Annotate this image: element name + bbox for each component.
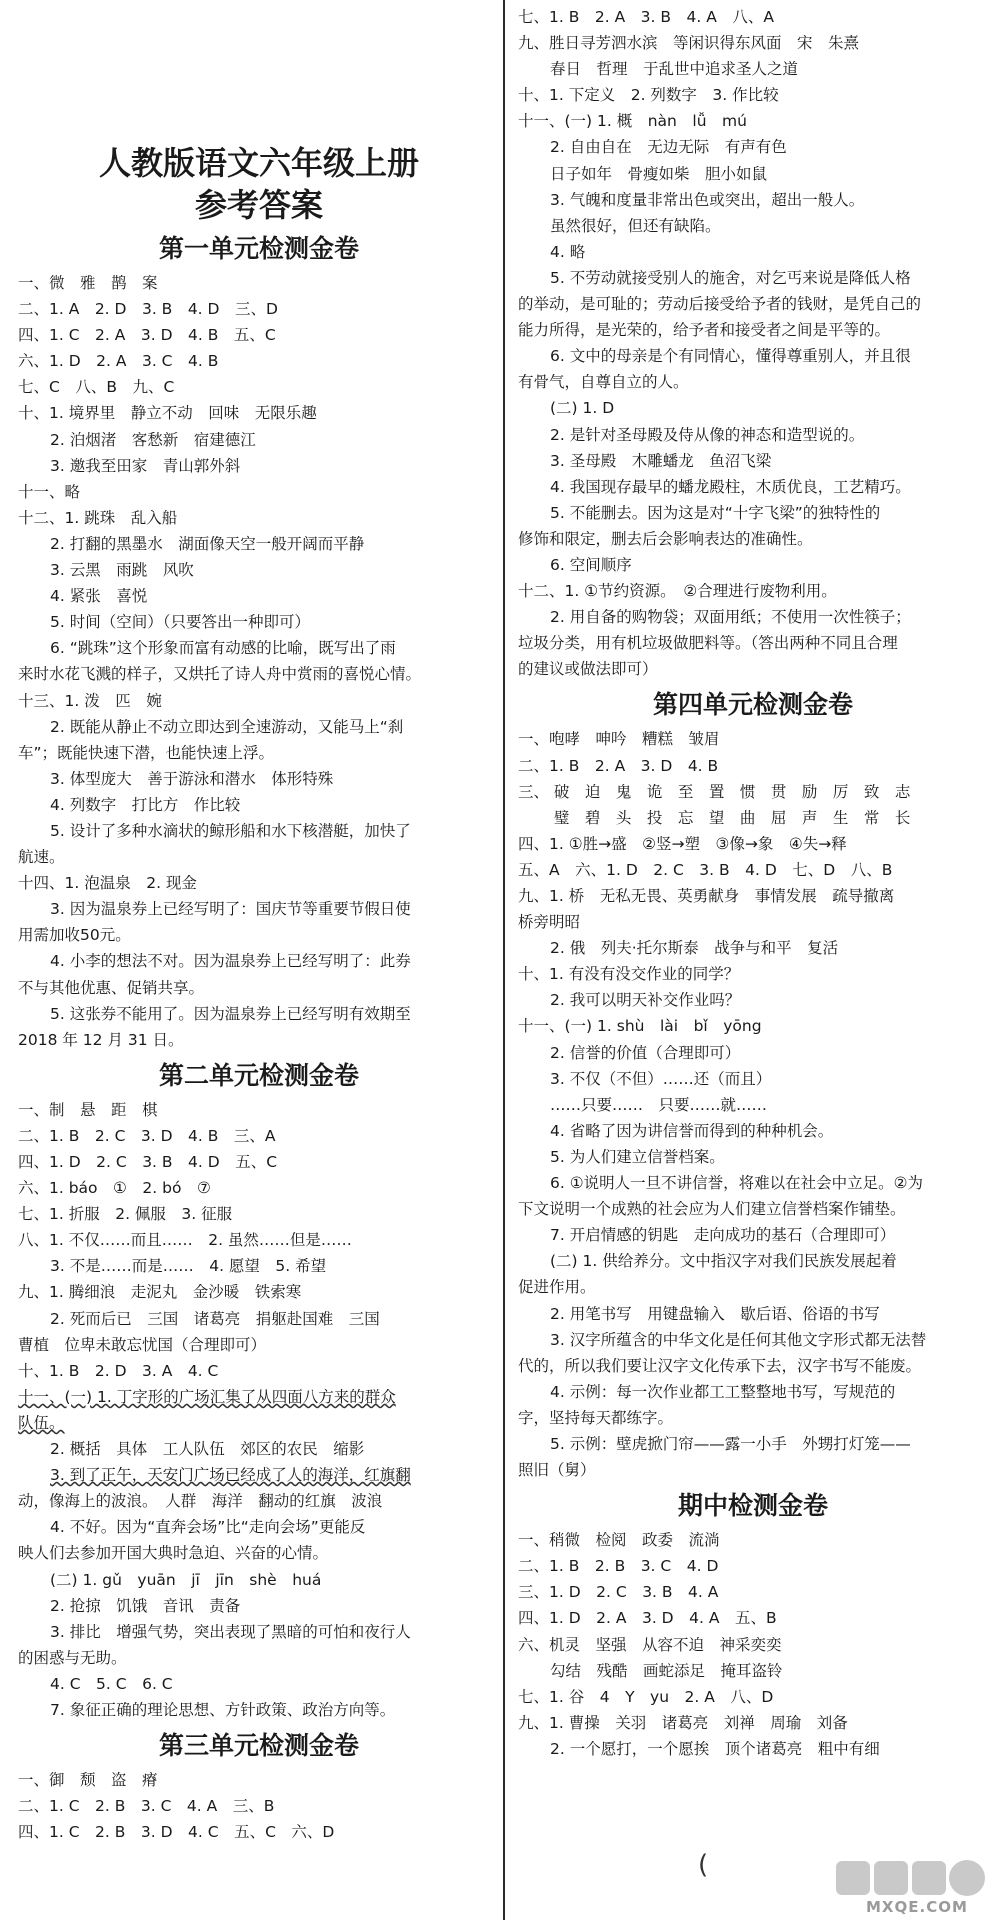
answer-line: 春日 哲理 于乱世中追求圣人之道 [550, 60, 799, 79]
answer-line: 促进作用。 [518, 1278, 596, 1297]
answer-line: 一、微 雅 鹊 案 [18, 274, 158, 292]
answer-line: 六、机灵 坚强 从容不迫 神采奕奕 [518, 1635, 782, 1654]
answer-line: 一、制 悬 距 棋 [18, 1100, 158, 1119]
answer-line: 十一、略 [18, 482, 81, 501]
answer-line: 4. C 5. C 6. C [50, 1674, 173, 1693]
answer-line: 十一、(一) 1. 丁字形的广场汇集了从四面八方来的群众 [18, 1387, 396, 1406]
answer-line: 十、1. 下定义 2. 列数字 3. 作比较 [518, 86, 779, 105]
answer-line: 九、1. 桥 无私无畏、英勇献身 事情发展 疏导撤离 [518, 887, 895, 905]
answer-line: 7. 开启情感的钥匙 走向成功的基石（合理即可） [550, 1226, 896, 1245]
answer-line: 九、胜日寻芳泗水滨 等闲识得东风面 宋 朱熹 [518, 34, 860, 53]
answer-line: 4. 不好。因为“直奔会场”比“走向会场”更能反 [50, 1518, 366, 1537]
answer-line: 一、稍微 检阅 政委 流淌 [518, 1531, 720, 1550]
answer-line: 3. 到了正午，天安门广场已经成了人的海洋，红旗翻 [50, 1466, 411, 1485]
answer-line: 2. 用笔书写 用键盘输入 歇后语、俗语的书写 [550, 1304, 880, 1323]
answer-line: 十、1. 境界里 静立不动 回味 无限乐趣 [18, 404, 317, 423]
answer-line: 六、1. báo ① 2. bó ⑦ [18, 1179, 211, 1198]
answer-line: 璧 碧 头 投 忘 望 曲 屈 声 生 常 长 [518, 808, 911, 827]
answer-line: 2018 年 12 月 31 日。 [18, 1030, 184, 1049]
answer-line: (二) 1. D [550, 399, 615, 418]
answer-line: 2. 死而后已 三国 诸葛亮 捐躯赴国难 三国 [50, 1309, 380, 1328]
answer-line: 四、1. D 2. C 3. B 4. D 五、C [18, 1153, 278, 1171]
document-title: 人教版语文六年级上册 [98, 144, 419, 182]
answer-line: 垃圾分类，用有机垃圾做肥料等。（答出两种不同且合理 [518, 634, 898, 653]
answer-line: 字，坚持每天都练字。 [518, 1408, 674, 1427]
section-heading: 第四单元检测金卷 [652, 690, 853, 720]
answer-line: 4. 列数字 打比方 作比较 [50, 795, 241, 814]
section-heading: 第二单元检测金卷 [158, 1060, 359, 1090]
answer-line: 七、1. B 2. A 3. B 4. A 八、A [518, 8, 774, 26]
answer-line: 照旧（舅） [518, 1461, 596, 1480]
document-subtitle: 参考答案 [194, 186, 323, 224]
answer-line: 十二、1. ①节约资源。 ②合理进行废物利用。 [518, 582, 837, 601]
answer-line: 二、1. B 2. A 3. D 4. B [518, 756, 719, 775]
answer-line: 2. 信誉的价值（合理即可） [550, 1043, 741, 1062]
answer-line: 车”；既能快速下潜，也能快速上浮。 [18, 743, 275, 762]
answer-line: 5. 不能删去。因为这是对“十字飞梁”的独特性的 [550, 503, 881, 522]
watermark-text: MXQE.COM [866, 1898, 968, 1916]
section-heading: 第三单元检测金卷 [158, 1731, 359, 1761]
answer-line: 十一、(一) 1. 概 nàn lǚ mú [518, 112, 747, 131]
answer-line: 六、1. D 2. A 3. C 4. B [18, 352, 219, 371]
answer-line: 四、1. C 2. A 3. D 4. B 五、C [18, 326, 276, 345]
answer-line: 4. 略 [550, 242, 586, 261]
left-column [0, 0, 500, 1845]
answer-line: 7. 象征正确的理论思想、方针政策、政治方向等。 [50, 1700, 396, 1719]
answer-line: 3. 圣母殿 木雕蟠龙 鱼沼飞梁 [550, 451, 772, 470]
answer-line: 2. 抢掠 饥饿 音讯 责备 [50, 1596, 241, 1615]
answer-line: 5. 示例：壁虎掀门帘——露一小手 外甥打灯笼—— [550, 1434, 911, 1453]
answer-line: 能力所得，是光荣的，给予者和接受者之间是平等的。 [518, 321, 891, 340]
answer-line: 5. 不劳动就接受别人的施舍，对乞丐来说是降低人格 [550, 268, 911, 287]
answer-line: 五、A 六、1. D 2. C 3. B 4. D 七、D 八、B [518, 860, 893, 879]
answer-line: 十三、1. 泼 匹 婉 [18, 691, 162, 710]
answer-line: 一、咆哮 呻吟 糟糕 皱眉 [518, 730, 720, 749]
answer-line: 二、1. B 2. B 3. C 4. D [518, 1557, 719, 1576]
answer-line: 九、1. 曹操 关羽 诸葛亮 刘禅 周瑜 刘备 [518, 1713, 848, 1732]
answer-line: 3. 气魄和度量非常出色或突出，超出一般人。 [550, 190, 865, 209]
answer-line: 2. 既能从静止不动立即达到全速游动，又能马上“刹 [50, 717, 404, 736]
answer-line: 2. 是针对圣母殿及侍从像的神态和造型说的。 [550, 425, 865, 444]
answer-line: 二、1. A 2. D 3. B 4. D 三、D [18, 300, 278, 319]
answer-line: 2. 一个愿打，一个愿挨 顶个诸葛亮 粗中有细 [550, 1739, 880, 1758]
answer-line: 4. 示例：每一次作业都工工整整地书写，写规范的 [550, 1382, 896, 1401]
answer-line: 航速。 [18, 848, 65, 867]
right-answer-lines [518, 0, 988, 1762]
answer-line: 代的，所以我们要让汉字文化传承下去，汉字书写不能废。 [518, 1356, 922, 1375]
answer-line: 七、1. 谷 4 Y yu 2. A 八、D [518, 1687, 774, 1706]
left-answer-lines [18, 232, 500, 1845]
answer-line: 4. 我国现存最早的蟠龙殿柱，木质优良，工艺精巧。 [550, 477, 911, 496]
answer-line: 2. 用自备的购物袋；双面用纸；不使用一次性筷子； [550, 608, 911, 627]
answer-line: 九、1. 腾细浪 走泥丸 金沙暖 铁索寒 [18, 1283, 302, 1302]
answer-line: 4. 紧张 喜悦 [50, 587, 148, 606]
answer-line: 6. 空间顺序 [550, 555, 632, 574]
answer-line: 2. 自由自在 无边无际 有声有色 [550, 138, 787, 157]
answer-line: 的举动，是可耻的；劳动后接受给予者的钱财，是凭自己的 [518, 295, 922, 314]
answer-line: 3. 汉字所蕴含的中华文化是任何其他文字形式都无法替 [550, 1330, 927, 1349]
right-column [500, 0, 1000, 1762]
answer-line: ……只要…… 只要……就…… [550, 1095, 768, 1114]
answer-line: 日子如年 骨瘦如柴 胆小如鼠 [550, 164, 768, 183]
answer-line: 用需加收50元。 [18, 926, 131, 945]
answer-line: 映人们去参加开国大典时急迫、兴奋的心情。 [18, 1544, 329, 1563]
answer-line: 十四、1. 泡温泉 2. 现金 [18, 874, 197, 893]
answer-line: 勾结 残酷 画蛇添足 掩耳盗铃 [550, 1661, 783, 1680]
answer-line: 不与其他优惠、促销共享。 [18, 978, 205, 997]
answer-line: 3. 排比 增强气势，突出表现了黑暗的可怕和夜行人 [50, 1622, 411, 1641]
answer-line: 5. 这张券不能用了。因为温泉券上已经写明有效期至 [50, 1004, 411, 1023]
answer-line: 3. 体型庞大 善于游泳和潜水 体形特殊 [50, 769, 334, 788]
answer-line: 的建议或做法即可） [518, 660, 658, 679]
answer-line: 四、1. C 2. B 3. D 4. C 五、C 六、D [18, 1823, 335, 1842]
answer-line: (二) 1. 供给养分。文中指汉字对我们民族发展起着 [550, 1252, 897, 1271]
answer-line: (二) 1. gǔ yuān jī jīn shè huá [50, 1570, 322, 1589]
answer-line: 2. 我可以明天补交作业吗？ [550, 991, 741, 1010]
answer-line: 5. 时间（空间）（只要答出一种即可） [50, 613, 310, 632]
answer-line: 来时水花飞溅的样子，又烘托了诗人舟中赏雨的喜悦心情。 [18, 665, 422, 684]
answer-line: 2. 打翻的黑墨水 湖面像天空一般开阔而平静 [50, 534, 365, 553]
section-heading: 第一单元检测金卷 [158, 234, 359, 263]
answer-line: 6. “跳珠”这个形象而富有动感的比喻，既写出了雨 [50, 639, 396, 658]
answer-line: 七、1. 折服 2. 佩服 3. 征服 [18, 1205, 233, 1224]
answer-line: 八、1. 不仅……而且…… 2. 虽然……但是…… [18, 1231, 352, 1250]
answer-line: 四、1. D 2. A 3. D 4. A 五、B [518, 1609, 777, 1628]
answer-line: 一、御 颓 盗 瘠 [18, 1771, 158, 1790]
answer-line: 4. 小李的想法不对。因为温泉券上已经写明了：此券 [50, 952, 411, 971]
page-bracket-mark: ( [698, 1850, 709, 1880]
answer-line: 修饰和限定，删去后会影响表达的准确性。 [518, 529, 813, 548]
answer-line: 下文说明一个成熟的社会应为人们建立信誉档案作铺垫。 [518, 1200, 906, 1219]
answer-line: 三、 破 迫 鬼 诡 至 置 惯 贯 励 厉 致 志 [518, 782, 911, 801]
answer-line: 3. 因为温泉券上已经写明了：国庆节等重要节假日使 [50, 900, 411, 919]
answer-line: 5. 为人们建立信誉档案。 [550, 1147, 725, 1166]
answer-line: 桥旁明昭 [518, 913, 581, 932]
answer-line: 3. 邀我至田家 青山郭外斜 [50, 456, 241, 475]
answer-line: 十、1. 有没有没交作业的同学？ [518, 965, 740, 984]
answer-line: 有骨气，自尊自立的人。 [518, 373, 689, 392]
answer-line: 4. 省略了因为讲信誉而得到的种种机会。 [550, 1121, 834, 1140]
answer-line: 七、C 八、B 九、C [18, 378, 175, 397]
answer-line: 十、1. B 2. D 3. A 4. C [18, 1361, 219, 1380]
answer-line: 3. 不是……而是…… 4. 愿望 5. 希望 [50, 1257, 327, 1276]
answer-line: 动，像海上的波浪。 人群 海洋 翻动的红旗 波浪 [18, 1492, 383, 1511]
answer-line: 队伍。 [18, 1413, 65, 1432]
answer-line: 十二、1. 跳珠 乱入船 [18, 508, 178, 527]
answer-line: 虽然很好，但还有缺陷。 [550, 216, 721, 235]
answer-line: 曹植 位卑未敢忘忧国（合理即可） [18, 1335, 267, 1354]
answer-line: 十一、(一) 1. shù lài bǐ yōng [518, 1017, 762, 1036]
answer-line: 6. 文中的母亲是个有同情心，懂得尊重别人，并且很 [550, 347, 911, 366]
answer-line: 6. ①说明人一旦不讲信誉，将难以在社会中立足。②为 [550, 1174, 924, 1193]
answer-line: 3. 云黑 雨跳 风吹 [50, 561, 194, 580]
answer-line: 2. 概括 具体 工人队伍 郊区的农民 缩影 [50, 1440, 365, 1459]
answer-line: 3. 不仅（不但）……还（而且） [550, 1069, 772, 1088]
answer-line: 二、1. C 2. B 3. C 4. A 三、B [18, 1797, 275, 1816]
answer-line: 2. 俄 列夫·托尔斯泰 战争与和平 复活 [550, 939, 839, 958]
answer-line: 二、1. B 2. C 3. D 4. B 三、A [18, 1126, 276, 1145]
answer-line: 2. 泊烟渚 客愁新 宿建德江 [50, 430, 256, 449]
answer-line: 的困惑与无助。 [18, 1648, 127, 1667]
answer-line: 三、1. D 2. C 3. B 4. A [518, 1583, 719, 1602]
section-heading: 期中检测金卷 [677, 1491, 828, 1521]
answer-line: 5. 设计了多种水滴状的鲸形船和水下核潜艇，加快了 [50, 821, 411, 840]
answer-line: 四、1. ①胜→盛 ②竖→塑 ③像→象 ④失→释 [518, 834, 847, 853]
